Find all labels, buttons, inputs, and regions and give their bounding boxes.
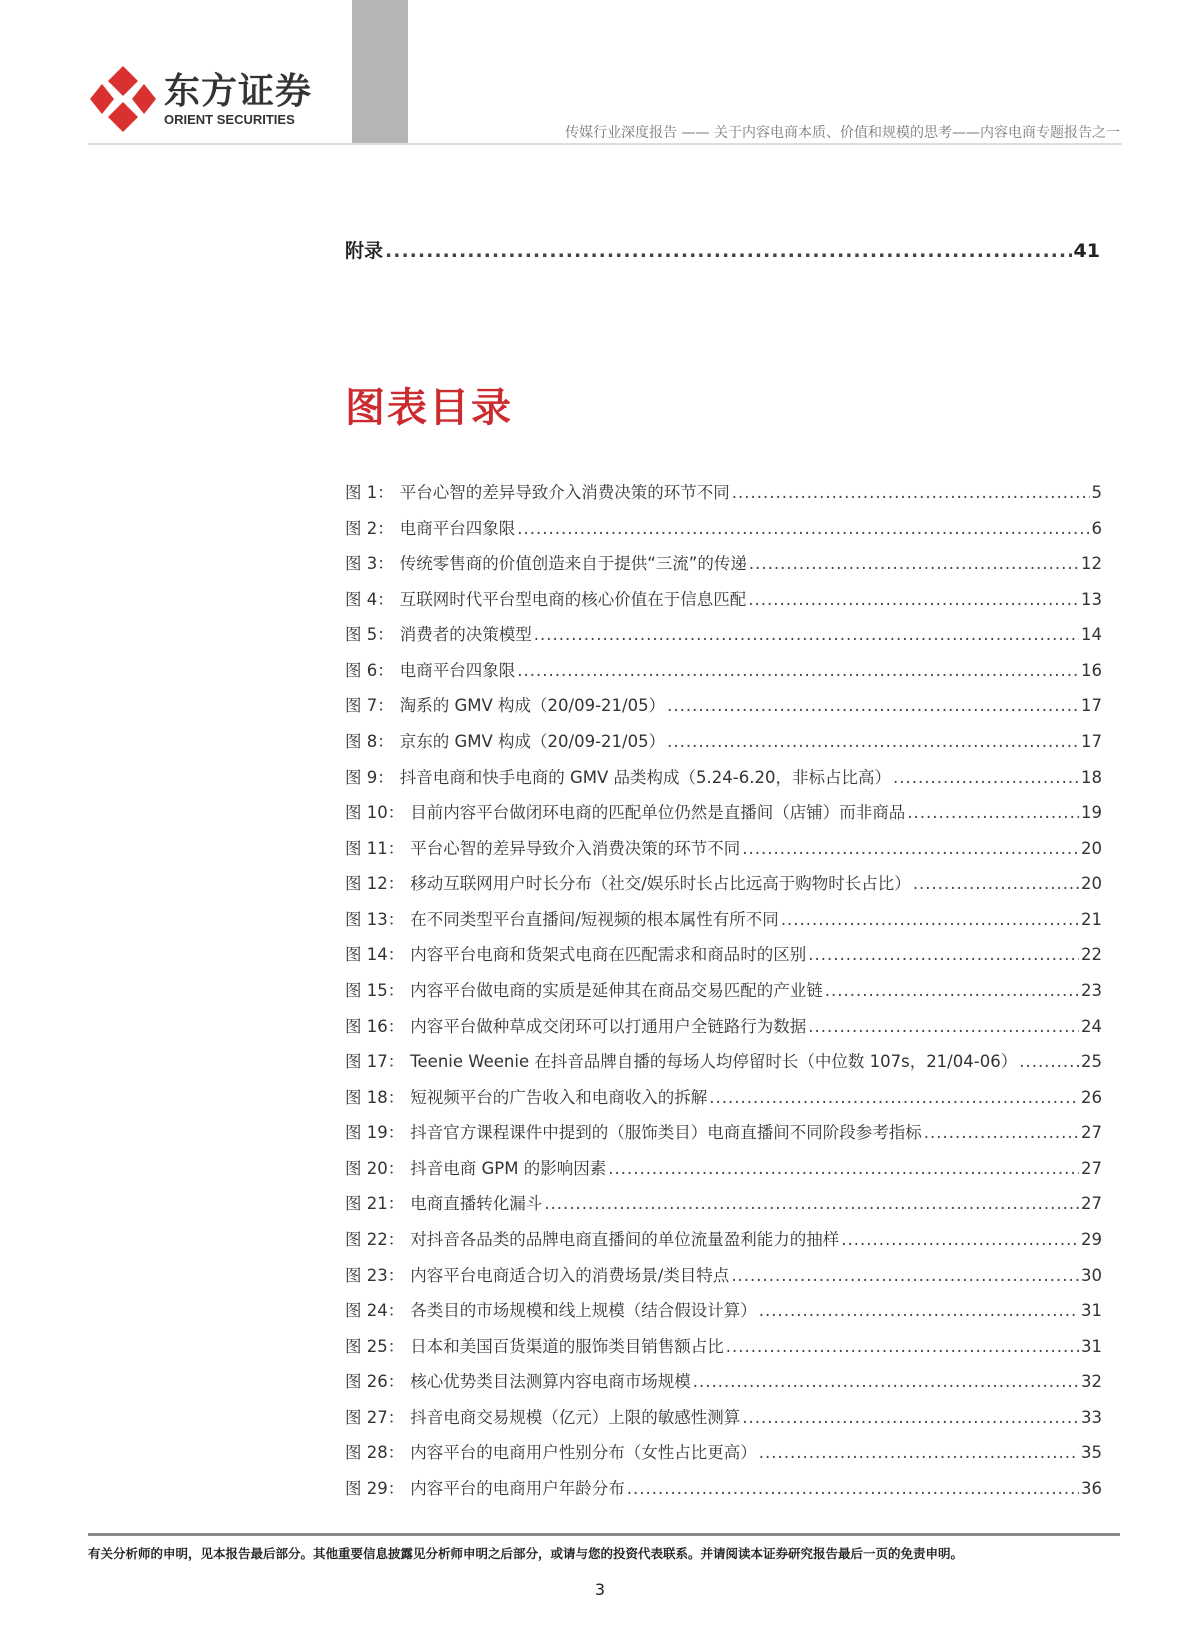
figure-label: 图 2： bbox=[345, 518, 394, 538]
figure-entry[interactable] bbox=[345, 835, 1102, 859]
logo-chinese-name: 东方证券 bbox=[164, 70, 313, 112]
footer-disclaimer: 有关分析师的申明，见本报告最后部分。其他重要信息披露见分析师申明之后部分，或请与您的投资代表联系。并请阅读本证券研究报告最后一页的免责申明。 bbox=[88, 1546, 964, 1561]
dot-leader bbox=[749, 554, 1079, 573]
figure-index-title: 图表目录 bbox=[345, 385, 513, 431]
figure-page: 13 bbox=[1081, 589, 1102, 609]
figure-entry[interactable] bbox=[345, 1297, 1102, 1321]
figure-caption: 抖音官方课程课件中提到的（服饰类目）电商直播间不同阶段参考指标 bbox=[410, 1123, 922, 1143]
figure-caption: 抖音电商交易规模（亿元）上限的敏感性测算 bbox=[410, 1407, 741, 1427]
figure-caption: 抖音电商 GPM 的影响因素 bbox=[410, 1158, 607, 1178]
toc-entry-label: 附录 bbox=[345, 240, 384, 262]
figure-label: 图 23： bbox=[345, 1265, 405, 1285]
figure-label: 图 22： bbox=[345, 1229, 405, 1249]
figure-page: 20 bbox=[1081, 874, 1102, 894]
figure-page: 30 bbox=[1081, 1265, 1102, 1285]
figure-label: 图 12： bbox=[345, 874, 405, 894]
figure-entry[interactable] bbox=[345, 941, 1102, 965]
figure-page: 17 bbox=[1081, 731, 1102, 751]
dot-leader bbox=[709, 1088, 1079, 1107]
figure-label: 图 13： bbox=[345, 909, 405, 929]
dot-leader bbox=[924, 1123, 1079, 1142]
figure-label: 图 11： bbox=[345, 838, 405, 858]
figure-label: 图 24： bbox=[345, 1301, 405, 1321]
figure-label: 图 4： bbox=[345, 589, 394, 609]
figure-label: 图 19： bbox=[345, 1123, 405, 1143]
dot-leader bbox=[913, 874, 1079, 893]
dot-leader bbox=[748, 590, 1079, 609]
figure-caption: 短视频平台的广告收入和电商收入的拆解 bbox=[410, 1087, 708, 1107]
figure-caption: 各类目的市场规模和线上规模（结合假设计算） bbox=[410, 1301, 757, 1321]
figure-entry[interactable] bbox=[345, 1226, 1102, 1250]
figure-entry[interactable] bbox=[345, 1155, 1102, 1179]
figure-label: 图 10： bbox=[345, 803, 405, 823]
report-header-title: 传媒行业深度报告 —— 关于内容电商本质、价值和规模的思考——内容电商专题报告之一 bbox=[565, 125, 1120, 141]
figure-entry[interactable] bbox=[345, 1084, 1102, 1108]
figure-label: 图 16： bbox=[345, 1016, 405, 1036]
dot-leader bbox=[759, 1301, 1079, 1320]
figure-label: 图 1： bbox=[345, 483, 394, 502]
figure-label: 图 17： bbox=[345, 1052, 405, 1072]
figure-entry[interactable] bbox=[345, 764, 1102, 788]
figure-page: 17 bbox=[1081, 696, 1102, 716]
dot-leader bbox=[732, 483, 1090, 502]
figure-page: 36 bbox=[1081, 1478, 1102, 1498]
figure-caption: 目前内容平台做闭环电商的匹配单位仍然是直播间（店铺）而非商品 bbox=[410, 803, 906, 823]
figure-entry[interactable] bbox=[345, 1262, 1102, 1286]
figure-page: 23 bbox=[1081, 980, 1102, 1000]
toc-entry-appendix[interactable] bbox=[345, 236, 1100, 263]
figure-page: 5 bbox=[1091, 483, 1102, 502]
page-number: 3 bbox=[594, 1580, 606, 1599]
figure-entry[interactable] bbox=[345, 621, 1102, 645]
figure-caption: 传统零售商的价值创造来自于提供“三流”的传递 bbox=[399, 554, 747, 574]
dot-leader bbox=[385, 240, 1072, 262]
figure-label: 图 26： bbox=[345, 1372, 405, 1392]
figure-entry[interactable] bbox=[345, 1333, 1102, 1357]
dot-leader bbox=[693, 1372, 1079, 1391]
figure-label: 图 15： bbox=[345, 980, 405, 1000]
figure-entry[interactable] bbox=[345, 586, 1102, 610]
figure-entry[interactable] bbox=[345, 728, 1102, 752]
figure-caption: 京东的 GMV 构成（20/09-21/05） bbox=[399, 731, 666, 751]
figure-entry[interactable] bbox=[345, 1048, 1102, 1072]
orient-logo-icon bbox=[88, 64, 158, 134]
figure-page: 25 bbox=[1081, 1052, 1102, 1072]
figure-entry[interactable] bbox=[345, 657, 1102, 681]
dot-leader bbox=[627, 1479, 1079, 1498]
figure-caption: 移动互联网用户时长分布（社交/娱乐时长占比远高于购物时长占比） bbox=[410, 874, 911, 894]
figure-caption: 电商平台四象限 bbox=[399, 660, 516, 680]
dot-leader bbox=[517, 519, 1089, 538]
dot-leader bbox=[893, 768, 1079, 787]
figure-caption: 电商直播转化漏斗 bbox=[410, 1194, 543, 1214]
figure-page: 31 bbox=[1081, 1336, 1102, 1356]
figure-caption: 内容平台的电商用户年龄分布 bbox=[410, 1478, 625, 1498]
dot-leader bbox=[808, 1017, 1079, 1036]
figure-page: 26 bbox=[1081, 1087, 1102, 1107]
dot-leader bbox=[907, 803, 1079, 822]
figure-page: 27 bbox=[1081, 1158, 1102, 1178]
figure-entry[interactable] bbox=[345, 870, 1102, 894]
figure-label: 图 21： bbox=[345, 1194, 405, 1214]
figure-entry[interactable] bbox=[345, 1368, 1102, 1392]
figure-entry[interactable] bbox=[345, 1013, 1102, 1037]
figure-page: 32 bbox=[1081, 1372, 1102, 1392]
figure-caption: 内容平台电商和货架式电商在匹配需求和商品时的区别 bbox=[410, 945, 807, 965]
dot-leader bbox=[726, 1337, 1079, 1356]
figure-page: 19 bbox=[1081, 803, 1102, 823]
figure-caption: 内容平台做电商的实质是延伸其在商品交易匹配的产业链 bbox=[410, 980, 823, 1000]
dot-leader bbox=[742, 839, 1079, 858]
dot-leader bbox=[781, 910, 1079, 929]
company-logo bbox=[88, 64, 312, 134]
dot-leader bbox=[759, 1443, 1079, 1462]
footer-divider bbox=[88, 1533, 1120, 1536]
dot-leader bbox=[667, 696, 1079, 715]
figure-page: 27 bbox=[1081, 1123, 1102, 1143]
dot-leader bbox=[742, 1408, 1079, 1427]
figure-caption: 对抖音各品类的品牌电商直播间的单位流量盈利能力的抽样 bbox=[410, 1229, 840, 1249]
figure-caption: 平台心智的差异导致介入消费决策的环节不同 bbox=[399, 483, 730, 502]
figure-page: 27 bbox=[1081, 1194, 1102, 1214]
header-divider bbox=[88, 143, 1122, 145]
figure-entry[interactable] bbox=[345, 1119, 1102, 1143]
figure-page: 6 bbox=[1091, 518, 1102, 538]
figure-entry[interactable] bbox=[345, 906, 1102, 930]
figure-label: 图 8： bbox=[345, 731, 394, 751]
figure-caption: 抖音电商和快手电商的 GMV 品类构成（5.24-6.20，非标占比高） bbox=[399, 767, 891, 787]
figure-label: 图 20： bbox=[345, 1158, 405, 1178]
figure-label: 图 29： bbox=[345, 1478, 405, 1498]
figure-label: 图 6： bbox=[345, 660, 394, 680]
figure-page: 18 bbox=[1081, 767, 1102, 787]
dot-leader bbox=[544, 1194, 1079, 1213]
figure-page: 31 bbox=[1081, 1301, 1102, 1321]
figure-caption: 内容平台做种草成交闭环可以打通用户全链路行为数据 bbox=[410, 1016, 807, 1036]
figure-caption: 互联网时代平台型电商的核心价值在于信息匹配 bbox=[399, 589, 747, 609]
figure-entry[interactable] bbox=[345, 1404, 1102, 1428]
dot-leader bbox=[667, 732, 1079, 751]
figure-entry[interactable] bbox=[345, 977, 1102, 1001]
figure-caption: 内容平台的电商用户性别分布（女性占比更高） bbox=[410, 1443, 757, 1463]
figure-caption: 淘系的 GMV 构成（20/09-21/05） bbox=[399, 696, 666, 716]
figure-caption: 日本和美国百货渠道的服饰类目销售额占比 bbox=[410, 1336, 724, 1356]
dot-leader bbox=[608, 1159, 1079, 1178]
figure-page: 22 bbox=[1081, 945, 1102, 965]
figure-page: 20 bbox=[1081, 838, 1102, 858]
figure-label: 图 14： bbox=[345, 945, 405, 965]
figure-page: 35 bbox=[1081, 1443, 1102, 1463]
figure-entry[interactable] bbox=[345, 1439, 1102, 1463]
figure-label: 图 7： bbox=[345, 696, 394, 716]
figure-label: 图 5： bbox=[345, 625, 394, 645]
figure-page: 29 bbox=[1081, 1229, 1102, 1249]
figure-label: 图 3： bbox=[345, 554, 394, 574]
header-accent-bar bbox=[352, 0, 408, 143]
figure-entry[interactable] bbox=[345, 799, 1102, 823]
figure-page: 14 bbox=[1081, 625, 1102, 645]
figure-page: 33 bbox=[1081, 1407, 1102, 1427]
dot-leader bbox=[808, 945, 1079, 964]
figure-entry[interactable] bbox=[345, 550, 1102, 574]
figure-label: 图 25： bbox=[345, 1336, 405, 1356]
figure-page: 16 bbox=[1081, 660, 1102, 680]
figure-label: 图 9： bbox=[345, 767, 394, 787]
figure-page: 12 bbox=[1081, 554, 1102, 574]
figure-label: 图 28： bbox=[345, 1443, 405, 1463]
dot-leader bbox=[841, 1230, 1079, 1249]
dot-leader bbox=[825, 981, 1079, 1000]
figure-caption: 在不同类型平台直播间/短视频的根本属性有所不同 bbox=[410, 909, 779, 929]
figure-page: 21 bbox=[1081, 909, 1102, 929]
figure-caption: Teenie Weenie 在抖音品牌自播的每场人均停留时长（中位数 107s，21/04-06） bbox=[410, 1052, 1018, 1072]
figure-caption: 平台心智的差异导致介入消费决策的环节不同 bbox=[410, 838, 741, 858]
figure-label: 图 18： bbox=[345, 1087, 405, 1107]
figure-caption: 内容平台电商适合切入的消费场景/类目特点 bbox=[410, 1265, 730, 1285]
dot-leader bbox=[731, 1266, 1079, 1285]
dot-leader bbox=[534, 625, 1079, 644]
figure-entry[interactable] bbox=[345, 692, 1102, 716]
figure-caption: 电商平台四象限 bbox=[399, 518, 516, 538]
figure-page: 24 bbox=[1081, 1016, 1102, 1036]
toc-entry-page: 41 bbox=[1073, 240, 1100, 262]
figure-entry[interactable] bbox=[345, 1475, 1102, 1499]
figure-entry[interactable] bbox=[345, 515, 1102, 539]
figure-label: 图 27： bbox=[345, 1407, 405, 1427]
figure-caption: 消费者的决策模型 bbox=[399, 625, 532, 645]
figure-caption: 核心优势类目法测算内容电商市场规模 bbox=[410, 1372, 691, 1392]
figure-entry[interactable] bbox=[345, 479, 1102, 503]
figure-entry[interactable] bbox=[345, 1190, 1102, 1214]
dot-leader bbox=[1019, 1052, 1079, 1071]
dot-leader bbox=[517, 661, 1079, 680]
logo-english-name: ORIENT SECURITIES bbox=[164, 111, 295, 127]
